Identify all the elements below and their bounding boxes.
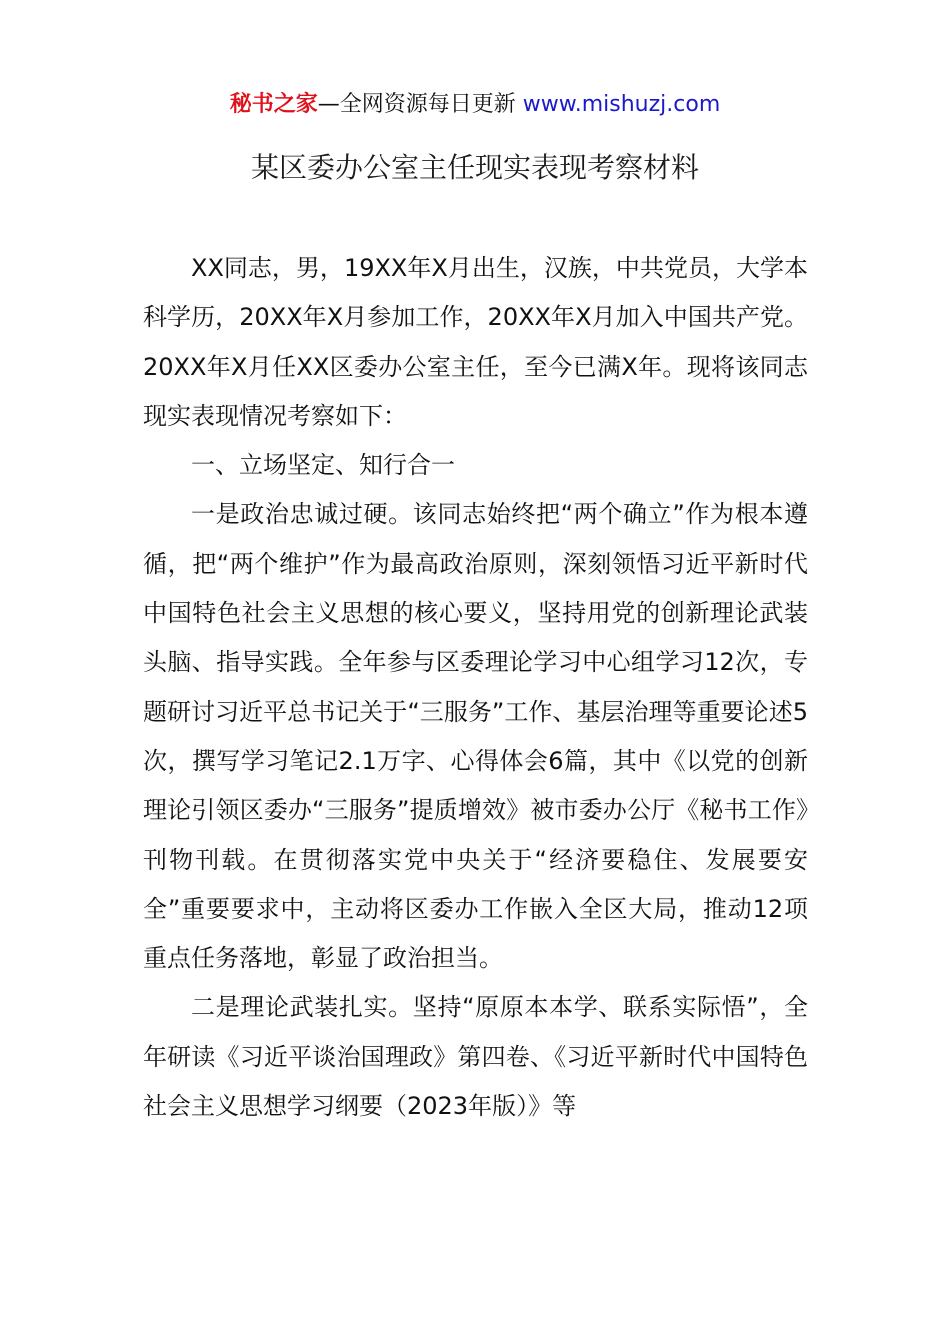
paragraph-theory-study: 二是理论武装扎实。坚持“原原本本学、联系实际悟”，全年研读《习近平谈治国理政》第四卷、《习近平新时代中国特色社会主义思想学习纲要（2023年版）》等: [143, 993, 808, 1121]
site-url-link[interactable]: www.mishuzj.com: [522, 92, 721, 117]
site-header: [0, 88, 950, 122]
section-heading-1: 一、立场坚定、知行合一: [191, 451, 455, 480]
document-title: 某区委办公室主任现实表现考察材料: [250, 151, 699, 184]
document-body: [143, 244, 808, 1131]
paragraph-political-loyalty: 一是政治忠诚过硬。该同志始终把“两个确立”作为根本遵循，把“两个维护”作为最高政治原则，深刻领悟习近平新时代中国特色社会主义思想的核心要义，坚持用党的创新理论武装头脑、指导实践。全年参与区委理论学习中心组学习12次，专题研讨习近平总书记关于“三服务”工作、基层治理等重要论述5次，撰写学习笔记2.1万字、心得体会6篇，其中《以党的创新理论引领区委办“三服务”提质增效》被市委办公厅《秘书工作》刊物刊载。在贯彻落实党中央关于“经济要稳住、发展要安全”重要要求中，主动将区委办工作嵌入全区大局，推动12项重点任务落地，彰显了政治担当。: [143, 500, 808, 973]
site-brand: 秘书之家: [229, 92, 318, 117]
site-tagline: —全网资源每日更新: [317, 92, 523, 117]
paragraph-intro: XX同志，男，19XX年X月出生，汉族，中共党员，大学本科学历，20XX年X月参加工作，20XX年X月加入中国共产党。20XX年X月任XX区委办公室主任，至今已满X年。现将该同志现实表现情况考察如下：: [143, 254, 808, 430]
